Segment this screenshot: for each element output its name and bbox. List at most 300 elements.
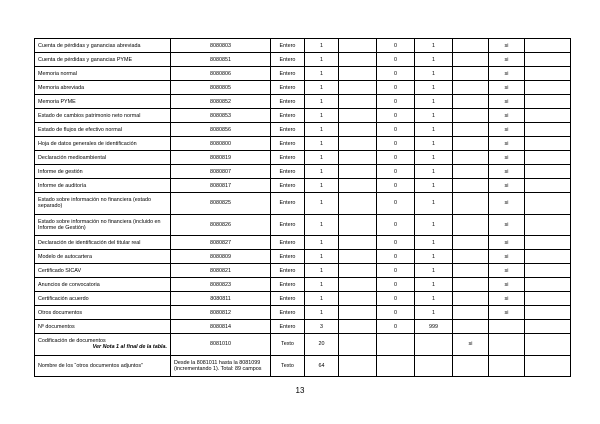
cell-text: Entero [279,56,296,63]
cell-text: Codificación de documentos [38,338,106,345]
table-cell [271,193,305,215]
table-cell [271,81,305,95]
table-cell [271,355,305,377]
table-cell [271,236,305,250]
cell-text: Entero [279,221,296,228]
cell-text: 1 [432,281,435,288]
table-cell [489,137,525,151]
cell-text: 1 [320,84,323,91]
table-cell [415,123,453,137]
table-cell [415,137,453,151]
table-cell [305,137,339,151]
cell-text: 0 [394,140,397,147]
cell-text: 20 [318,341,325,348]
cell-text: 8080853 [210,112,231,119]
table-row [35,355,571,377]
cell-text: si [504,56,509,63]
table-cell [415,53,453,67]
cell-text: 1 [320,281,323,288]
table-cell [453,292,489,306]
table-cell [525,151,571,165]
table-cell [35,278,171,292]
cell-text: 1 [432,200,435,207]
table-cell [415,39,453,53]
table-cell [489,67,525,81]
cell-text: si [504,168,509,175]
cell-text: 1 [432,253,435,260]
cell-text: Entero [279,168,296,175]
cell-text: 8080821 [210,267,231,274]
table-cell [377,165,415,179]
table-cell [35,250,171,264]
table-cell [305,95,339,109]
table-cell [339,67,377,81]
table-cell [489,264,525,278]
cell-text: Entero [279,140,296,147]
cell-text: Entero [279,42,296,49]
cell-text: Desde la 8081011 hasta la 8081099 (incrementando 1). Total: 89 campos [174,359,262,372]
table-cell [339,214,377,236]
table-cell [377,334,415,356]
table-cell [415,320,453,334]
table-cell [415,236,453,250]
table-cell [171,214,271,236]
cell-text: si [504,154,509,161]
table-row [35,320,571,334]
table-cell [415,67,453,81]
cell-text: Estado de flujos de efectivo normal [38,126,122,133]
table-cell [271,250,305,264]
table-cell [305,355,339,377]
table-cell [171,109,271,123]
table-cell [271,179,305,193]
table-cell [453,236,489,250]
cell-text: 8080811 [210,295,231,302]
cell-text: 0 [394,98,397,105]
cell-text: Certificación acuerdo [38,295,89,302]
table-row [35,278,571,292]
table-cell [377,123,415,137]
table-cell [489,39,525,53]
table-cell [525,95,571,109]
table-cell [271,278,305,292]
table-cell [271,151,305,165]
cell-text: 1 [432,140,435,147]
table-cell [339,264,377,278]
table-cell [35,193,171,215]
table-cell [339,355,377,377]
table-cell [305,250,339,264]
table-cell [453,250,489,264]
table-cell [339,193,377,215]
table-cell [489,81,525,95]
table-cell [525,165,571,179]
table-row [35,109,571,123]
table-cell [415,193,453,215]
table-cell [339,53,377,67]
table-cell [35,109,171,123]
cell-text: 1 [320,56,323,63]
table-cell [171,355,271,377]
table-cell [171,137,271,151]
cell-text: Entero [279,239,296,246]
table-row [35,81,571,95]
cell-text: 0 [394,200,397,207]
table-cell [415,165,453,179]
table-note: Ver Nota 1 al final de la tabla. [92,344,167,351]
cell-text: 0 [394,112,397,119]
cell-text: 0 [394,42,397,49]
table-cell [305,292,339,306]
table-cell [339,137,377,151]
table-cell [525,334,571,356]
table-cell [415,214,453,236]
table-cell [171,179,271,193]
cell-text: 1 [320,267,323,274]
table-cell [525,137,571,151]
table-cell [305,193,339,215]
table-row [35,53,571,67]
cell-text: 3 [320,323,323,330]
table-cell [525,292,571,306]
table-cell [339,250,377,264]
table-cell [339,95,377,109]
cell-text: 1 [320,98,323,105]
table-cell [453,214,489,236]
table-cell [271,39,305,53]
cell-text: 1 [432,295,435,302]
table-cell [35,123,171,137]
cell-text: 8080852 [210,98,231,105]
table-cell [35,137,171,151]
table-cell [377,137,415,151]
table-cell [339,320,377,334]
cell-text: si [504,267,509,274]
cell-text: 1 [432,154,435,161]
cell-text: Informe de gestión [38,168,83,175]
cell-text: Entero [279,70,296,77]
table-cell [525,53,571,67]
table-cell [453,151,489,165]
table-cell [271,306,305,320]
table-cell [453,278,489,292]
cell-text: 0 [394,253,397,260]
cell-text: Nombre de los “otros documentos adjuntos” [38,362,143,369]
table-cell [305,320,339,334]
table-cell [171,264,271,278]
table-cell [339,306,377,320]
table-cell [171,193,271,215]
cell-text: 0 [394,154,397,161]
cell-text: 1 [432,221,435,228]
table-cell [305,165,339,179]
cell-text: si [504,126,509,133]
cell-text: 8080803 [210,42,231,49]
table-cell [489,151,525,165]
cell-text: 0 [394,239,397,246]
table-cell [171,320,271,334]
table-cell [453,39,489,53]
table-cell [525,81,571,95]
cell-text: 0 [394,267,397,274]
table-cell [339,334,377,356]
table-cell [35,236,171,250]
table-cell [339,151,377,165]
cell-text: 8080805 [210,84,231,91]
table-cell [271,123,305,137]
table-cell [339,236,377,250]
cell-text: Texto [281,362,294,369]
table-cell [453,123,489,137]
table-row [35,137,571,151]
table-cell [525,320,571,334]
cell-text: 8080851 [210,56,231,63]
cell-text: 1 [320,309,323,316]
table-cell [525,250,571,264]
table-cell [305,123,339,137]
table-cell [35,320,171,334]
table-cell [35,306,171,320]
table-cell [525,193,571,215]
table-cell [339,179,377,193]
cell-text: 8081010 [210,341,231,348]
table-cell [305,306,339,320]
cell-text: 0 [394,168,397,175]
table-cell [415,179,453,193]
table-cell [271,320,305,334]
table-cell [489,278,525,292]
table-cell [489,53,525,67]
table-cell [453,264,489,278]
fields-table [34,38,571,377]
table-cell [377,67,415,81]
cell-text: Otros documentos [38,309,83,316]
cell-text: 0 [394,295,397,302]
cell-text: si [504,200,509,207]
cell-text: Entero [279,267,296,274]
table-cell [377,320,415,334]
table-row [35,250,571,264]
table-cell [415,109,453,123]
cell-text: Cuenta de pérdidas y ganancias PYME [38,56,133,63]
table-cell [271,292,305,306]
table-cell [377,151,415,165]
cell-text: Entero [279,154,296,161]
cell-text: 8080800 [210,140,231,147]
page-number: 13 [295,386,305,395]
cell-text: si [468,341,473,348]
table-cell [271,109,305,123]
cell-text: si [504,140,509,147]
table-cell [489,193,525,215]
table-cell [415,151,453,165]
table-cell [489,165,525,179]
table-cell [339,123,377,137]
table-cell [305,214,339,236]
table-cell [453,109,489,123]
cell-text: Entero [279,323,296,330]
table-cell [453,81,489,95]
table-cell [35,179,171,193]
table-cell [377,236,415,250]
table-cell [35,67,171,81]
table-cell [489,334,525,356]
cell-text: 8080807 [210,168,231,175]
cell-text: Estado sobre información no financiera (estado separado) [38,197,151,210]
cell-text: 0 [394,281,397,288]
cell-text: Cuenta de pérdidas y ganancias abreviada [38,42,141,49]
table-cell [489,320,525,334]
table-cell [35,165,171,179]
cell-text: si [504,182,509,189]
cell-text: 1 [320,70,323,77]
cell-text: si [504,70,509,77]
table-cell [339,278,377,292]
cell-text: 8080826 [210,221,231,228]
cell-text: Certificado SICAV [38,267,82,274]
cell-text: 1 [320,154,323,161]
table-cell [271,137,305,151]
cell-text: Entero [279,309,296,316]
cell-text: si [504,98,509,105]
cell-text: 0 [394,70,397,77]
cell-text: 8080806 [210,70,231,77]
table-cell [271,334,305,356]
cell-text: 0 [394,323,397,330]
table-cell [525,67,571,81]
cell-text: si [504,253,509,260]
table-cell [171,123,271,137]
table-cell [525,306,571,320]
table-cell [305,264,339,278]
table-cell [489,109,525,123]
table-cell [377,81,415,95]
table-cell [35,95,171,109]
table-cell [35,334,171,356]
cell-text: Entero [279,182,296,189]
table-cell [35,39,171,53]
table-row [35,165,571,179]
table-cell [453,306,489,320]
cell-text: 1 [432,98,435,105]
table-cell [525,109,571,123]
cell-text: si [504,42,509,49]
table-cell [453,355,489,377]
table-cell [525,355,571,377]
table-cell [339,165,377,179]
table-cell [525,123,571,137]
table-cell [453,137,489,151]
table-cell [415,334,453,356]
table-cell [305,67,339,81]
cell-text: si [504,84,509,91]
table-cell [305,179,339,193]
cell-text: Memoria PYME [38,98,76,105]
table-cell [171,67,271,81]
table-row [35,214,571,236]
cell-text: Entero [279,98,296,105]
table-cell [415,81,453,95]
cell-text: 1 [320,200,323,207]
table-cell [453,179,489,193]
cell-text: Entero [279,253,296,260]
cell-text: 8080819 [210,154,231,161]
table-cell [377,306,415,320]
table-cell [271,53,305,67]
table-cell [377,264,415,278]
table-cell [35,53,171,67]
table-row [35,151,571,165]
table-cell [377,193,415,215]
cell-text: 1 [320,239,323,246]
table-cell [35,151,171,165]
cell-text: Texto [281,341,294,348]
cell-text: Informe de auditoría [38,182,87,189]
cell-text: Declaración de identificación del titular real [38,239,141,246]
table-cell [525,278,571,292]
cell-text: 1 [320,168,323,175]
table-cell [377,53,415,67]
table-cell [489,355,525,377]
table-cell [489,236,525,250]
table-cell [525,236,571,250]
cell-text: 1 [432,182,435,189]
table-row [35,123,571,137]
cell-text: 1 [432,239,435,246]
cell-text: 1 [320,126,323,133]
table-cell [271,214,305,236]
cell-text: 1 [432,112,435,119]
cell-text: 1 [432,56,435,63]
table-cell [415,306,453,320]
cell-text: 8080825 [210,200,231,207]
cell-text: 1 [320,182,323,189]
table-cell [377,179,415,193]
cell-text: si [504,239,509,246]
table-cell [339,81,377,95]
table-cell [171,81,271,95]
table-cell [171,278,271,292]
cell-text: 8080827 [210,239,231,246]
cell-text: 1 [320,253,323,260]
table-cell [35,81,171,95]
cell-text: 0 [394,309,397,316]
cell-text: Hoja de datos generales de identificación [38,140,137,147]
cell-text: 1 [432,42,435,49]
table-body [35,39,571,377]
table-row [35,292,571,306]
table-cell [453,165,489,179]
table-cell [377,95,415,109]
table-cell [525,179,571,193]
cell-text: Modelo de autocartera [38,253,92,260]
table-cell [415,278,453,292]
table-cell [35,355,171,377]
table-cell [171,39,271,53]
cell-text: 0 [394,182,397,189]
table-cell [305,334,339,356]
table-cell [489,179,525,193]
table-cell [305,109,339,123]
table-cell [453,320,489,334]
cell-text: Nº documentos [38,323,75,330]
cell-text: 64 [318,362,325,369]
table-cell [453,95,489,109]
cell-text: si [504,309,509,316]
cell-text: si [504,221,509,228]
table-cell [271,165,305,179]
table-cell [377,214,415,236]
